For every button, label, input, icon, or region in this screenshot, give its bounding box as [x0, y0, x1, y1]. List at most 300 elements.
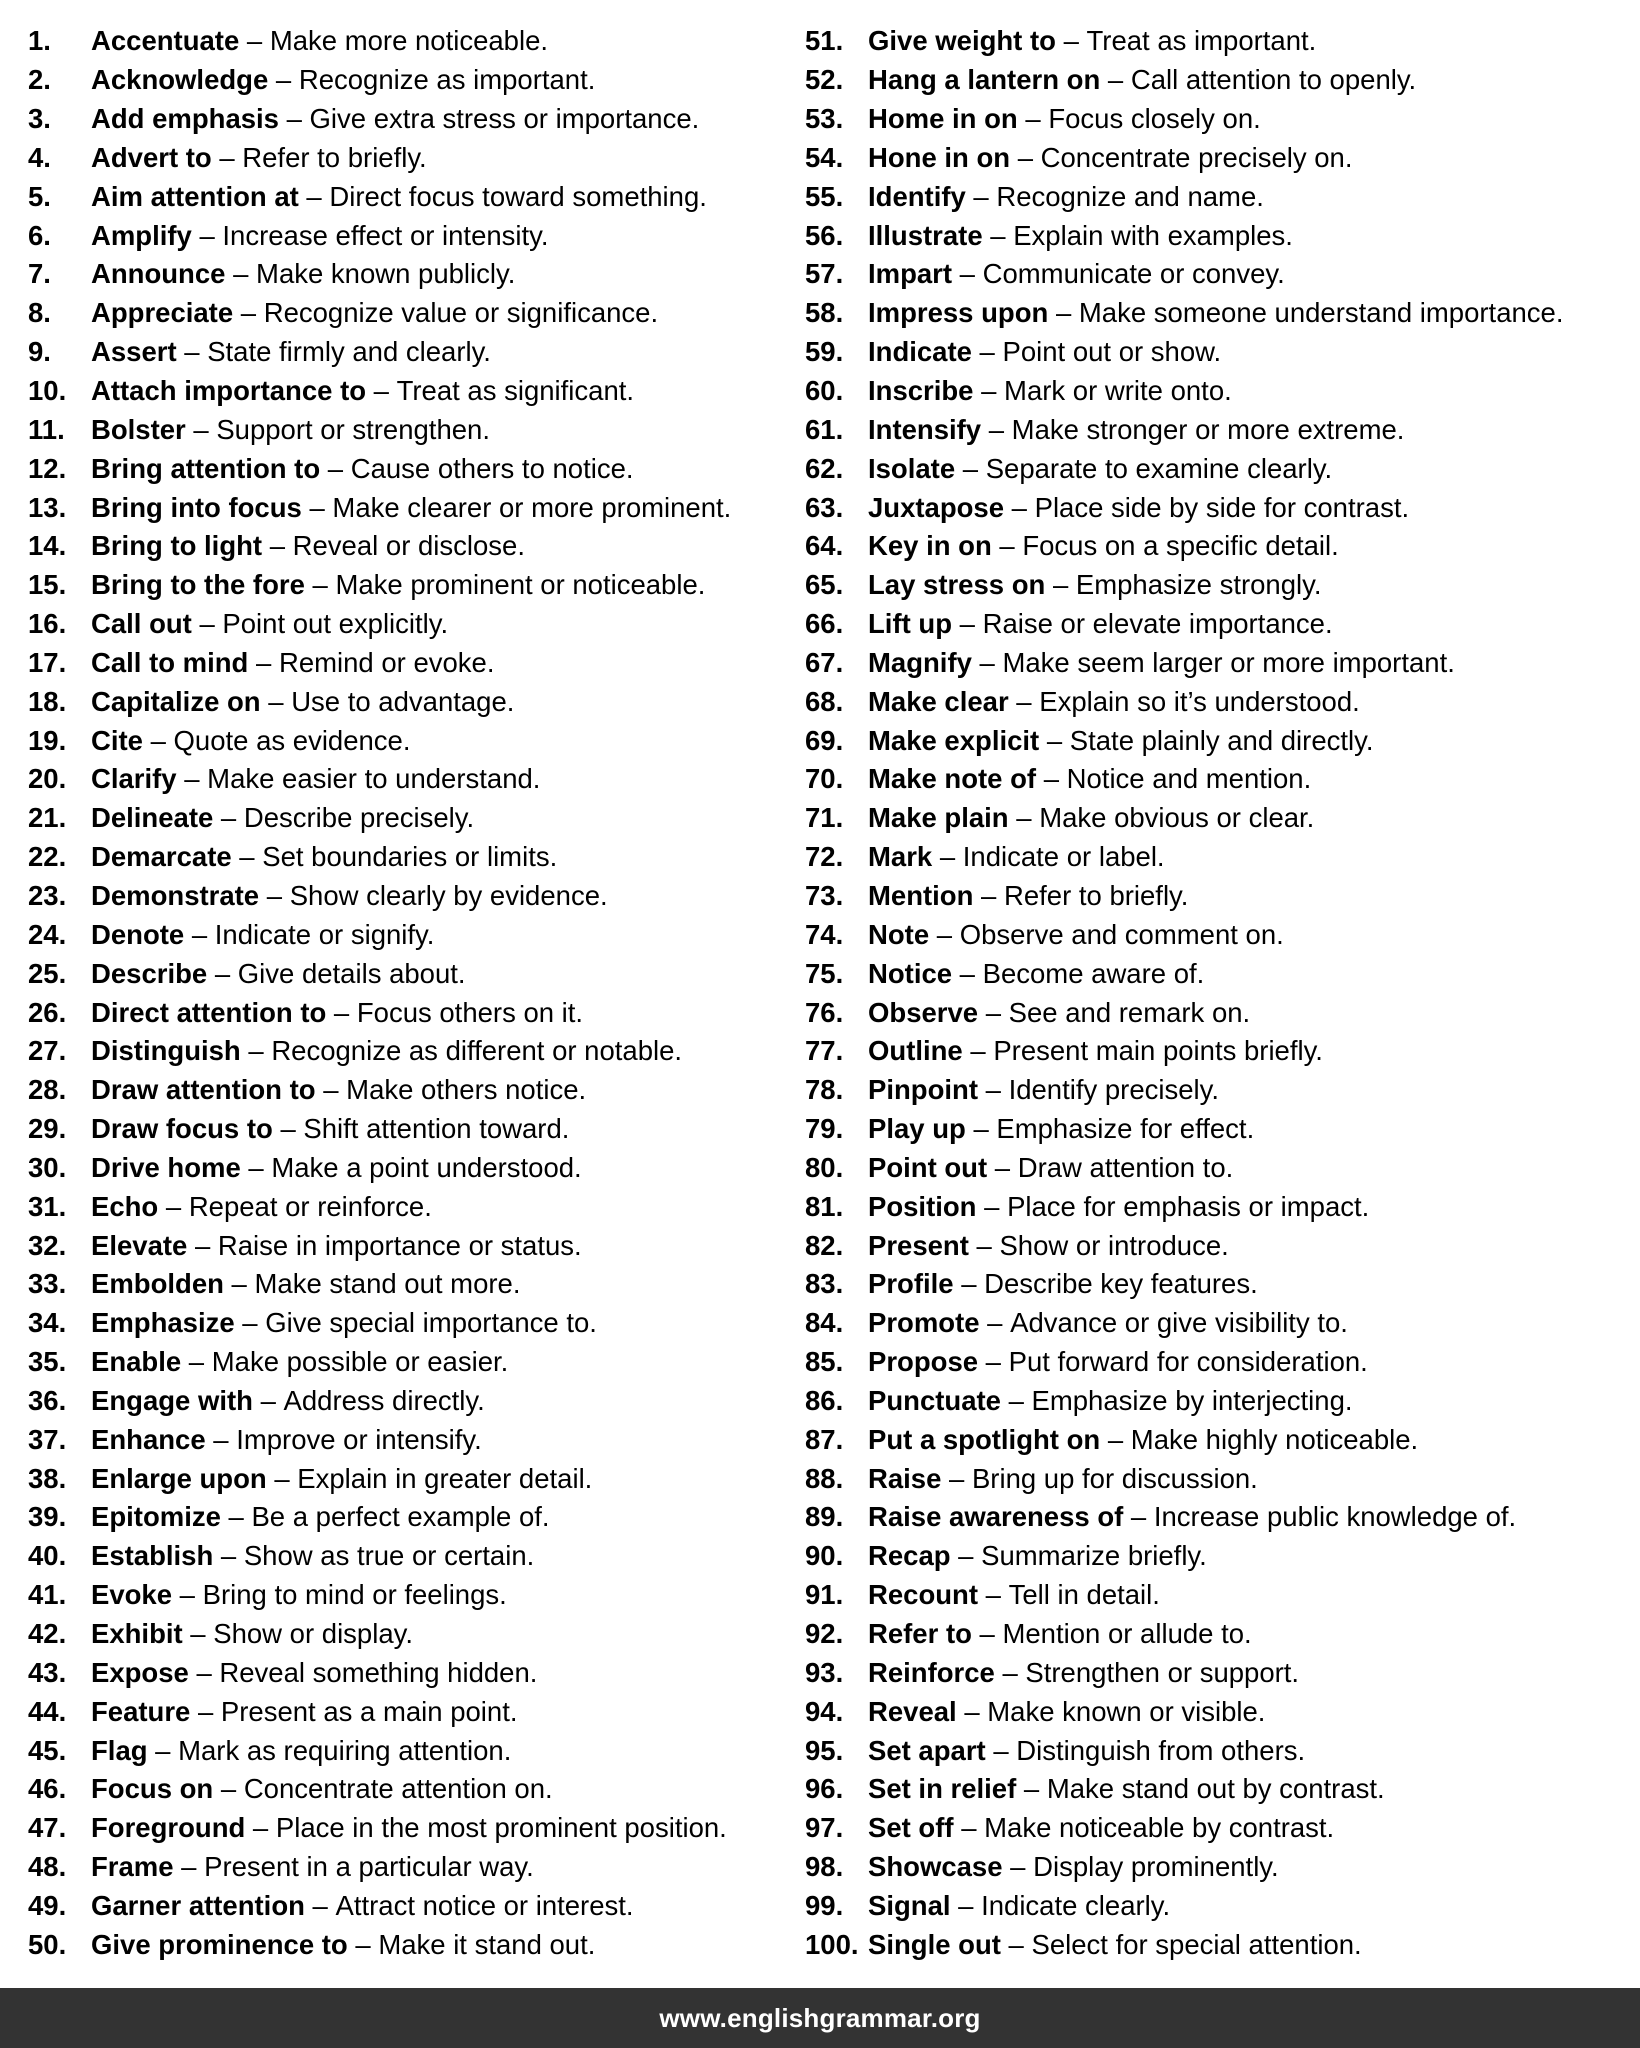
item-definition: Make prominent or noticeable.: [335, 569, 706, 601]
list-item: [805, 605, 1640, 644]
list-item: [28, 449, 798, 488]
item-definition: Give details about.: [237, 957, 466, 989]
item-term: Indicate: [868, 336, 972, 368]
item-definition: Increase effect or intensity.: [222, 219, 549, 251]
item-term: Raise: [868, 1462, 942, 1494]
item-separator: –: [272, 1113, 304, 1145]
item-term: Make note of: [868, 763, 1037, 795]
item-definition: Reveal or disclose.: [292, 530, 525, 562]
website-url[interactable]: www.englishgrammar.org: [659, 2002, 981, 2033]
item-number: 74.: [805, 918, 844, 950]
item-separator: –: [952, 258, 983, 290]
list-item: [28, 721, 798, 760]
item-number: 91.: [805, 1579, 844, 1611]
list-item: [805, 1148, 1640, 1187]
list-item: [805, 1692, 1640, 1731]
item-number: 55.: [805, 180, 844, 212]
item-number: 79.: [805, 1113, 844, 1145]
item-term: Bring into focus: [91, 491, 302, 523]
item-separator: –: [1004, 491, 1035, 523]
item-separator: –: [1100, 64, 1131, 96]
item-definition: Mention or allude to.: [1002, 1618, 1252, 1650]
item-number: 86.: [805, 1384, 844, 1416]
item-term: Advert to: [91, 141, 212, 173]
list-item: [28, 333, 798, 372]
list-item: [805, 1226, 1640, 1265]
item-term: Give weight to: [868, 25, 1056, 57]
item-term: Refer to: [868, 1618, 972, 1650]
item-separator: –: [987, 1151, 1018, 1183]
item-term: Hone in on: [868, 141, 1011, 173]
item-definition: Bring up for discussion.: [971, 1462, 1258, 1494]
item-separator: –: [191, 608, 223, 640]
list-item: [28, 1809, 798, 1848]
item-term: Call out: [91, 608, 192, 640]
item-definition: Mark or write onto.: [1004, 375, 1232, 407]
list-item: [28, 527, 798, 566]
item-number: 38.: [28, 1462, 67, 1494]
item-number: 90.: [805, 1540, 844, 1572]
item-term: Position: [868, 1190, 977, 1222]
item-number: 81.: [805, 1190, 844, 1222]
list-item: [28, 488, 798, 527]
list-item: [28, 255, 798, 294]
item-separator: –: [347, 1928, 379, 1960]
list-item: [805, 1110, 1640, 1149]
item-number: 60.: [805, 375, 844, 407]
item-term: Lay stress on: [868, 569, 1046, 601]
list-item: [28, 294, 798, 333]
list-item: [28, 100, 798, 139]
item-term: Observe: [868, 996, 979, 1028]
item-definition: Present main points briefly.: [993, 1035, 1323, 1067]
item-number: 61.: [805, 413, 844, 445]
item-separator: –: [985, 1734, 1017, 1766]
item-number: 56.: [805, 219, 844, 251]
item-separator: –: [968, 1229, 1000, 1261]
item-definition: Support or strengthen.: [216, 413, 490, 445]
item-number: 57.: [805, 258, 844, 290]
item-number: 44.: [28, 1695, 67, 1727]
item-separator: –: [941, 1462, 972, 1494]
item-separator: –: [953, 1812, 985, 1844]
item-definition: Raise or elevate importance.: [982, 608, 1333, 640]
item-term: Signal: [868, 1889, 951, 1921]
item-separator: –: [213, 1773, 244, 1805]
item-separator: –: [982, 219, 1014, 251]
list-item: [805, 1343, 1640, 1382]
list-item: [28, 993, 798, 1032]
item-term: Outline: [868, 1035, 963, 1067]
item-number: 58.: [805, 297, 844, 329]
item-number: 36.: [28, 1384, 67, 1416]
item-separator: –: [223, 1268, 255, 1300]
item-separator: –: [1002, 1851, 1034, 1883]
list-item: [28, 1615, 798, 1654]
item-separator: –: [1039, 724, 1070, 756]
item-separator: –: [973, 375, 1005, 407]
item-number: 6.: [28, 219, 51, 251]
list-item: [805, 838, 1640, 877]
item-definition: Shift attention toward.: [303, 1113, 570, 1145]
item-separator: –: [266, 1462, 298, 1494]
item-number: 64.: [805, 530, 844, 562]
item-number: 82.: [805, 1229, 844, 1261]
item-definition: Draw attention to.: [1017, 1151, 1234, 1183]
item-term: Hang a lantern on: [868, 64, 1101, 96]
item-separator: –: [176, 336, 208, 368]
list-item: [28, 799, 798, 838]
item-definition: Present in a particular way.: [204, 1851, 534, 1883]
list-item: [805, 721, 1640, 760]
item-separator: –: [173, 1851, 205, 1883]
item-definition: Show as true or certain.: [243, 1540, 535, 1572]
item-term: Impress upon: [868, 297, 1049, 329]
item-number: 21.: [28, 802, 67, 834]
list-item: [805, 877, 1640, 916]
item-separator: –: [991, 530, 1023, 562]
item-number: 12.: [28, 452, 67, 484]
list-item: [805, 566, 1640, 605]
item-definition: Address directly.: [283, 1384, 485, 1416]
list-item: [805, 488, 1640, 527]
item-separator: –: [320, 452, 351, 484]
item-separator: –: [301, 491, 333, 523]
item-separator: –: [239, 25, 270, 57]
list-item: [28, 760, 798, 799]
item-separator: –: [278, 103, 310, 135]
item-term: Lift up: [868, 608, 952, 640]
item-number: 83.: [805, 1268, 844, 1300]
item-separator: –: [304, 569, 336, 601]
item-definition: Cause others to notice.: [350, 452, 634, 484]
item-definition: Strengthen or support.: [1025, 1656, 1300, 1688]
item-number: 39.: [28, 1501, 67, 1533]
right-column: [805, 22, 1640, 1964]
item-term: Magnify: [868, 646, 972, 678]
list-item: [805, 1809, 1640, 1848]
item-term: Reinforce: [868, 1656, 995, 1688]
item-number: 1.: [28, 25, 51, 57]
item-separator: –: [268, 64, 299, 96]
list-item: [28, 1537, 798, 1576]
item-number: 77.: [805, 1035, 844, 1067]
item-definition: Be a perfect example of.: [251, 1501, 550, 1533]
item-term: Make clear: [868, 685, 1009, 717]
item-number: 59.: [805, 336, 844, 368]
list-item: [28, 372, 798, 411]
item-separator: –: [298, 180, 330, 212]
item-number: 94.: [805, 1695, 844, 1727]
item-separator: –: [260, 685, 292, 717]
list-item: [28, 1848, 798, 1887]
item-definition: Show clearly by evidence.: [289, 879, 608, 911]
item-number: 87.: [805, 1423, 844, 1455]
item-term: Reveal: [868, 1695, 957, 1727]
item-definition: Observe and comment on.: [959, 918, 1284, 950]
item-separator: –: [971, 1618, 1003, 1650]
list-item: [28, 1576, 798, 1615]
item-number: 99.: [805, 1889, 844, 1921]
item-number: 80.: [805, 1151, 844, 1183]
list-item: [805, 294, 1640, 333]
item-definition: Emphasize for effect.: [996, 1113, 1255, 1145]
item-term: Mark: [868, 841, 933, 873]
item-term: Add emphasis: [91, 103, 279, 135]
item-term: Inscribe: [868, 375, 974, 407]
item-term: Set off: [868, 1812, 954, 1844]
item-separator: –: [304, 1889, 336, 1921]
item-definition: Indicate clearly.: [981, 1889, 1171, 1921]
list-item: [28, 1653, 798, 1692]
item-number: 84.: [805, 1307, 844, 1339]
item-number: 3.: [28, 103, 51, 135]
item-definition: Direct focus toward something.: [329, 180, 707, 212]
item-term: Pinpoint: [868, 1074, 978, 1106]
item-separator: –: [262, 530, 293, 562]
list-item: [805, 1887, 1640, 1926]
item-term: Draw attention to: [91, 1074, 316, 1106]
item-number: 42.: [28, 1618, 67, 1650]
item-definition: Make possible or easier.: [211, 1346, 509, 1378]
item-definition: Make a point understood.: [271, 1151, 582, 1183]
item-definition: Emphasize by interjecting.: [1031, 1384, 1353, 1416]
item-definition: Increase public knowledge of.: [1153, 1501, 1517, 1533]
item-separator: –: [965, 180, 997, 212]
list-item: [805, 1265, 1640, 1304]
item-number: 27.: [28, 1035, 67, 1067]
item-number: 53.: [805, 103, 844, 135]
item-number: 2.: [28, 64, 51, 96]
item-definition: Concentrate precisely on.: [1040, 141, 1353, 173]
item-term: Play up: [868, 1113, 966, 1145]
item-definition: Make more noticeable.: [269, 25, 549, 57]
item-number: 9.: [28, 336, 51, 368]
item-term: Notice: [868, 957, 953, 989]
item-separator: –: [225, 258, 257, 290]
list-item: [28, 216, 798, 255]
item-separator: –: [315, 1074, 347, 1106]
item-separator: –: [971, 336, 1003, 368]
item-number: 68.: [805, 685, 844, 717]
item-separator: –: [231, 841, 263, 873]
item-number: 29.: [28, 1113, 67, 1145]
item-separator: –: [213, 1540, 244, 1572]
item-term: Make plain: [868, 802, 1009, 834]
item-separator: –: [981, 413, 1012, 445]
item-separator: –: [953, 1268, 985, 1300]
item-term: Flag: [91, 1734, 148, 1766]
item-separator: –: [181, 1346, 212, 1378]
list-item: [805, 1848, 1640, 1887]
item-separator: –: [190, 1695, 221, 1727]
footer-bar: [0, 1988, 1640, 2048]
item-separator: –: [234, 1307, 266, 1339]
item-term: Demonstrate: [91, 879, 260, 911]
list-item: [805, 255, 1640, 294]
item-separator: –: [950, 1540, 982, 1572]
item-term: Impart: [868, 258, 953, 290]
item-definition: Set boundaries or limits.: [262, 841, 558, 873]
list-item: [28, 1148, 798, 1187]
list-item: [805, 1498, 1640, 1537]
item-definition: Identify precisely.: [1008, 1074, 1219, 1106]
item-number: 37.: [28, 1423, 67, 1455]
item-term: Frame: [91, 1851, 174, 1883]
list-item: [805, 333, 1640, 372]
item-definition: Indicate or label.: [962, 841, 1165, 873]
item-term: Bring to the fore: [91, 569, 305, 601]
item-separator: –: [205, 1423, 237, 1455]
item-separator: –: [207, 957, 238, 989]
item-definition: Make easier to understand.: [207, 763, 541, 795]
item-number: 31.: [28, 1190, 67, 1222]
list-item: [28, 954, 798, 993]
item-term: Describe: [91, 957, 208, 989]
item-definition: Present as a main point.: [220, 1695, 518, 1727]
item-number: 22.: [28, 841, 67, 873]
item-number: 51.: [805, 25, 844, 57]
item-definition: Make others notice.: [346, 1074, 587, 1106]
item-term: Set apart: [868, 1734, 986, 1766]
item-number: 97.: [805, 1812, 844, 1844]
item-separator: –: [1017, 103, 1049, 135]
list-item: [28, 1071, 798, 1110]
item-number: 32.: [28, 1229, 67, 1261]
item-definition: Refer to briefly.: [1003, 879, 1189, 911]
item-term: Cite: [91, 724, 143, 756]
list-item: [805, 1576, 1640, 1615]
item-definition: Attract notice or interest.: [335, 1889, 634, 1921]
item-number: 20.: [28, 763, 67, 795]
item-number: 78.: [805, 1074, 844, 1106]
list-item: [28, 1265, 798, 1304]
item-definition: Recognize and name.: [996, 180, 1264, 212]
list-item: [805, 449, 1640, 488]
item-number: 96.: [805, 1773, 844, 1805]
item-separator: –: [979, 1307, 1011, 1339]
item-definition: Select for special attention.: [1031, 1928, 1362, 1960]
list-item: [28, 644, 798, 683]
item-term: Put a spotlight on: [868, 1423, 1101, 1455]
item-number: 70.: [805, 763, 844, 795]
item-definition: Make highly noticeable.: [1130, 1423, 1419, 1455]
list-item: [28, 410, 798, 449]
list-item: [805, 410, 1640, 449]
item-definition: Reveal something hidden.: [219, 1656, 538, 1688]
item-separator: –: [142, 724, 174, 756]
item-term: Amplify: [91, 219, 192, 251]
list-item: [28, 605, 798, 644]
item-definition: Place for emphasis or impact.: [1007, 1190, 1370, 1222]
list-item: [805, 1071, 1640, 1110]
item-separator: –: [978, 996, 1009, 1028]
item-term: Accentuate: [91, 25, 240, 57]
item-definition: Recognize as different or notable.: [271, 1035, 683, 1067]
item-definition: Distinguish from others.: [1016, 1734, 1306, 1766]
item-separator: –: [973, 879, 1004, 911]
item-term: Identify: [868, 180, 966, 212]
item-definition: Separate to examine clearly.: [985, 452, 1333, 484]
list-item: [28, 915, 798, 954]
item-definition: Remind or evoke.: [278, 646, 495, 678]
list-item: [805, 1459, 1640, 1498]
item-number: 50.: [28, 1928, 67, 1960]
item-term: Elevate: [91, 1229, 188, 1261]
item-term: Evoke: [91, 1579, 173, 1611]
item-number: 65.: [805, 569, 844, 601]
item-definition: Recognize as important.: [298, 64, 596, 96]
list-item: [28, 838, 798, 877]
item-term: Feature: [91, 1695, 191, 1727]
item-number: 25.: [28, 957, 67, 989]
item-term: Epitomize: [91, 1501, 221, 1533]
item-number: 18.: [28, 685, 67, 717]
item-number: 54.: [805, 141, 844, 173]
item-separator: –: [1048, 297, 1079, 329]
item-number: 10.: [28, 375, 67, 407]
item-term: Enlarge upon: [91, 1462, 267, 1494]
item-separator: –: [932, 841, 963, 873]
list-item: [805, 1537, 1640, 1576]
item-number: 63.: [805, 491, 844, 523]
item-term: Punctuate: [868, 1384, 1001, 1416]
list-item: [805, 139, 1640, 178]
item-separator: –: [182, 1618, 214, 1650]
list-item: [805, 22, 1640, 61]
list-item: [28, 61, 798, 100]
item-separator: –: [1010, 141, 1041, 173]
list-item: [28, 1304, 798, 1343]
item-term: Juxtapose: [868, 491, 1005, 523]
item-term: Raise awareness of: [868, 1501, 1124, 1533]
item-separator: –: [962, 1035, 994, 1067]
item-number: 40.: [28, 1540, 67, 1572]
list-item: [28, 177, 798, 216]
item-number: 88.: [805, 1462, 844, 1494]
list-item: [28, 682, 798, 721]
item-number: 93.: [805, 1656, 844, 1688]
item-term: Echo: [91, 1190, 159, 1222]
item-definition: Place in the most prominent position.: [275, 1812, 727, 1844]
list-item: [28, 1110, 798, 1149]
item-term: Enhance: [91, 1423, 206, 1455]
list-item: [28, 1925, 798, 1964]
item-number: 16.: [28, 608, 67, 640]
item-definition: Advance or give visibility to.: [1010, 1307, 1348, 1339]
list-item: [28, 1343, 798, 1382]
item-separator: –: [248, 646, 279, 678]
item-term: Assert: [91, 336, 177, 368]
item-term: Illustrate: [868, 219, 983, 251]
list-item: [805, 1653, 1640, 1692]
item-term: Mention: [868, 879, 974, 911]
item-term: Direct attention to: [91, 996, 327, 1028]
item-separator: –: [188, 1656, 220, 1688]
item-definition: Mark as requiring attention.: [178, 1734, 512, 1766]
item-definition: Make known publicly.: [256, 258, 516, 290]
item-number: 8.: [28, 297, 51, 329]
item-number: 67.: [805, 646, 844, 678]
item-number: 46.: [28, 1773, 67, 1805]
list-item: [28, 1382, 798, 1421]
item-term: Present: [868, 1229, 969, 1261]
item-definition: Show or introduce.: [999, 1229, 1229, 1261]
item-number: 100.: [805, 1928, 859, 1960]
item-separator: –: [147, 1734, 179, 1766]
item-number: 35.: [28, 1346, 67, 1378]
item-number: 52.: [805, 64, 844, 96]
